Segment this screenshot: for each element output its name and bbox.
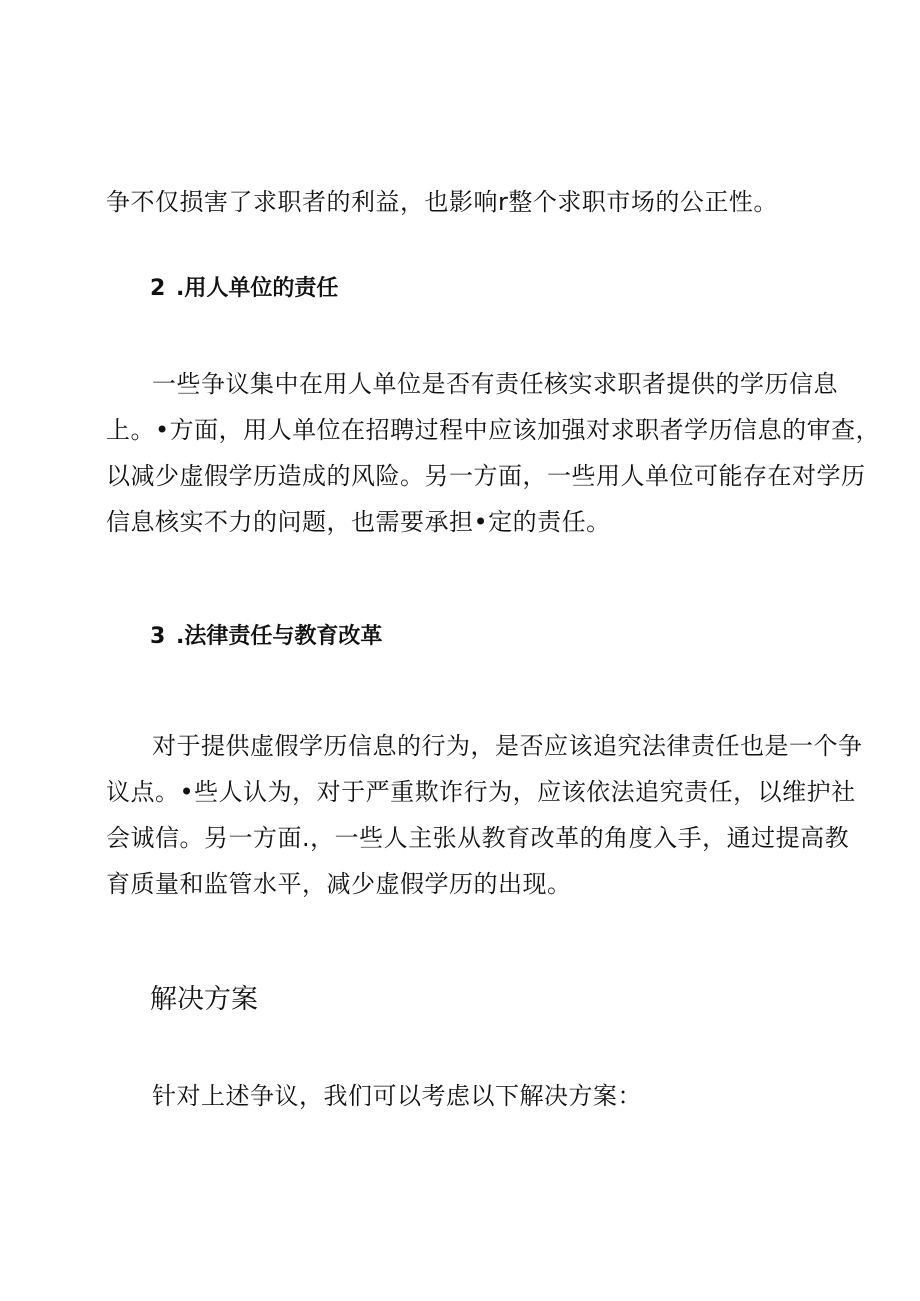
section-3-paragraph-line-2: 议点。•些人认为，对于严重欺诈行为，应该依法追究责任，以维护社 xyxy=(106,778,856,806)
section-3-paragraph-line-3: 会诚信。另一方面.，一些人主张从教育改革的角度入手，通过提高教 xyxy=(106,824,850,852)
section-3-paragraph-line-1: 对于提供虚假学历信息的行为，是否应该追究法律责任也是一个争 xyxy=(152,732,863,760)
section-2-paragraph-line-4: 信息核实不力的问题，也需要承担•定的责任。 xyxy=(106,508,611,536)
section-3-title: .法律责任与教育改革 xyxy=(176,624,383,649)
section-2-title: .用人单位的责任 xyxy=(176,276,339,301)
section-2-paragraph-line-2: 上。•方面，用人单位在招聘过程中应该加强对求职者学历信息的审查， xyxy=(106,416,881,444)
intro-line: 争不仅损害了求职者的利益，也影响r整个求职市场的公正性。 xyxy=(106,188,778,216)
section-2-paragraph-line-3: 以减少虚假学历造成的风险。另一方面，一些用人单位可能存在对学历 xyxy=(106,462,866,490)
section-2-paragraph-line-1: 一些争议集中在用人单位是否有责任核实求职者提供的学历信息 xyxy=(152,370,838,398)
section-2-number: 2 xyxy=(150,276,166,301)
solutions-intro-line: 针对上述争议，我们可以考虑以下解决方案： xyxy=(152,1082,642,1110)
section-3-paragraph-line-4: 育质量和监管水平，减少虚假学历的出现。 xyxy=(106,870,572,898)
section-3-heading xyxy=(150,622,382,652)
section-3-number: 3 xyxy=(150,624,166,649)
solutions-section-title: 解决方案 xyxy=(150,984,258,1015)
section-2-heading xyxy=(150,274,338,304)
